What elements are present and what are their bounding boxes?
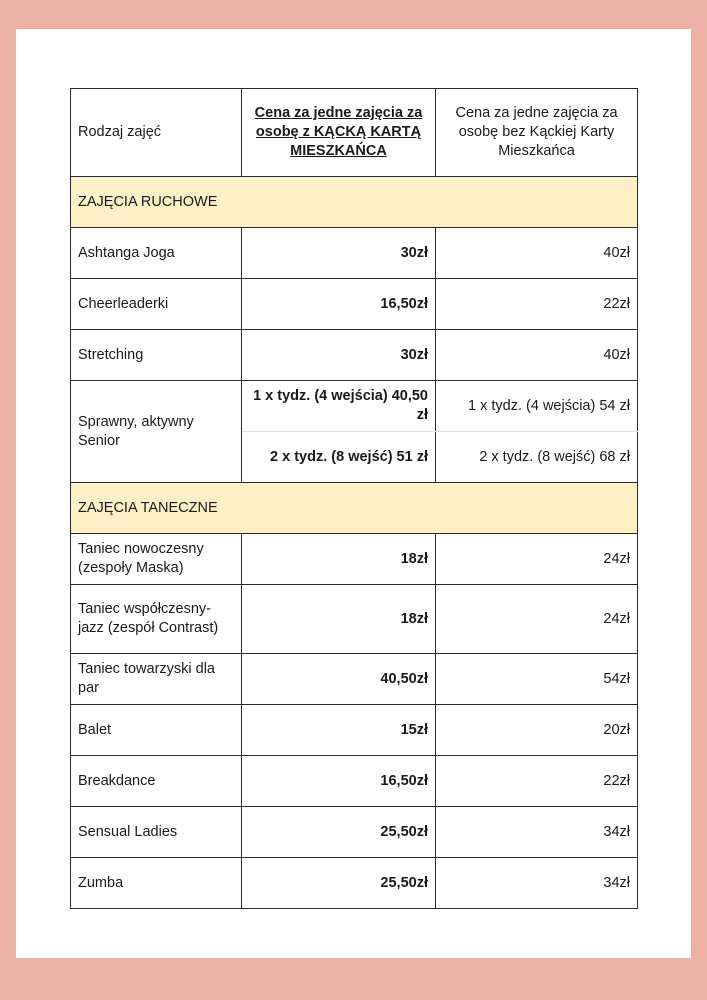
price-without-card: 40zł <box>436 330 638 381</box>
table-row <box>71 585 638 654</box>
header-activity-type: Rodzaj zajęć <box>71 89 242 177</box>
table-row <box>71 705 638 756</box>
price-with-card: 16,50zł <box>242 756 436 807</box>
price-without-card: 24zł <box>436 534 638 585</box>
price-with-card: 25,50zł <box>242 807 436 858</box>
section-row-dance <box>71 483 638 534</box>
header-price-without-card: Cena za jedne zajęcia za osobę bez Kąckiej Karty Mieszkańca <box>436 89 638 177</box>
price-with-card: 18zł <box>242 585 436 654</box>
table-header-row <box>71 89 638 177</box>
activity-name: Balet <box>71 705 242 756</box>
activity-name: Stretching <box>71 330 242 381</box>
price-without-card: 54zł <box>436 654 638 705</box>
activity-name: Sprawny, aktywny Senior <box>71 381 242 483</box>
section-title: ZAJĘCIA RUCHOWE <box>71 177 638 228</box>
price-without-card: 22zł <box>436 279 638 330</box>
section-row-movement <box>71 177 638 228</box>
price-without-card: 40zł <box>436 228 638 279</box>
price-with-card-weekly-2: 2 x tydz. (8 wejść) 51 zł <box>242 432 436 483</box>
activity-name: Taniec nowoczesny (zespoły Maska) <box>71 534 242 585</box>
table-row <box>71 228 638 279</box>
price-without-card: 24zł <box>436 585 638 654</box>
price-with-card: 15zł <box>242 705 436 756</box>
table-row <box>71 534 638 585</box>
price-without-card: 34zł <box>436 807 638 858</box>
header-price-with-card: Cena za jedne zajęcia za osobę z KĄCKĄ KARTĄ MIESZKAŃCA <box>242 89 436 177</box>
table-row <box>71 654 638 705</box>
table-row <box>71 279 638 330</box>
price-without-card: 34zł <box>436 858 638 909</box>
price-without-card: 20zł <box>436 705 638 756</box>
table-row <box>71 381 638 432</box>
price-with-card: 16,50zł <box>242 279 436 330</box>
activity-name: Breakdance <box>71 756 242 807</box>
price-table <box>70 88 638 909</box>
activity-name: Zumba <box>71 858 242 909</box>
activity-name: Taniec współczesny-jazz (zespół Contrast) <box>71 585 242 654</box>
activity-name: Ashtanga Joga <box>71 228 242 279</box>
price-with-card: 40,50zł <box>242 654 436 705</box>
price-list-page <box>16 29 691 958</box>
price-without-card: 22zł <box>436 756 638 807</box>
activity-name: Sensual Ladies <box>71 807 242 858</box>
price-with-card: 30zł <box>242 330 436 381</box>
table-row <box>71 858 638 909</box>
table-row <box>71 807 638 858</box>
table-row <box>71 756 638 807</box>
price-with-card-weekly-1: 1 x tydz. (4 wejścia) 40,50 zł <box>242 381 436 432</box>
activity-name: Cheerleaderki <box>71 279 242 330</box>
section-title: ZAJĘCIA TANECZNE <box>71 483 638 534</box>
activity-name: Taniec towarzyski dla par <box>71 654 242 705</box>
price-with-card: 18zł <box>242 534 436 585</box>
price-with-card: 25,50zł <box>242 858 436 909</box>
price-without-card-weekly-1: 1 x tydz. (4 wejścia) 54 zł <box>436 381 638 432</box>
table-row <box>71 330 638 381</box>
price-without-card-weekly-2: 2 x tydz. (8 wejść) 68 zł <box>436 432 638 483</box>
price-with-card: 30zł <box>242 228 436 279</box>
